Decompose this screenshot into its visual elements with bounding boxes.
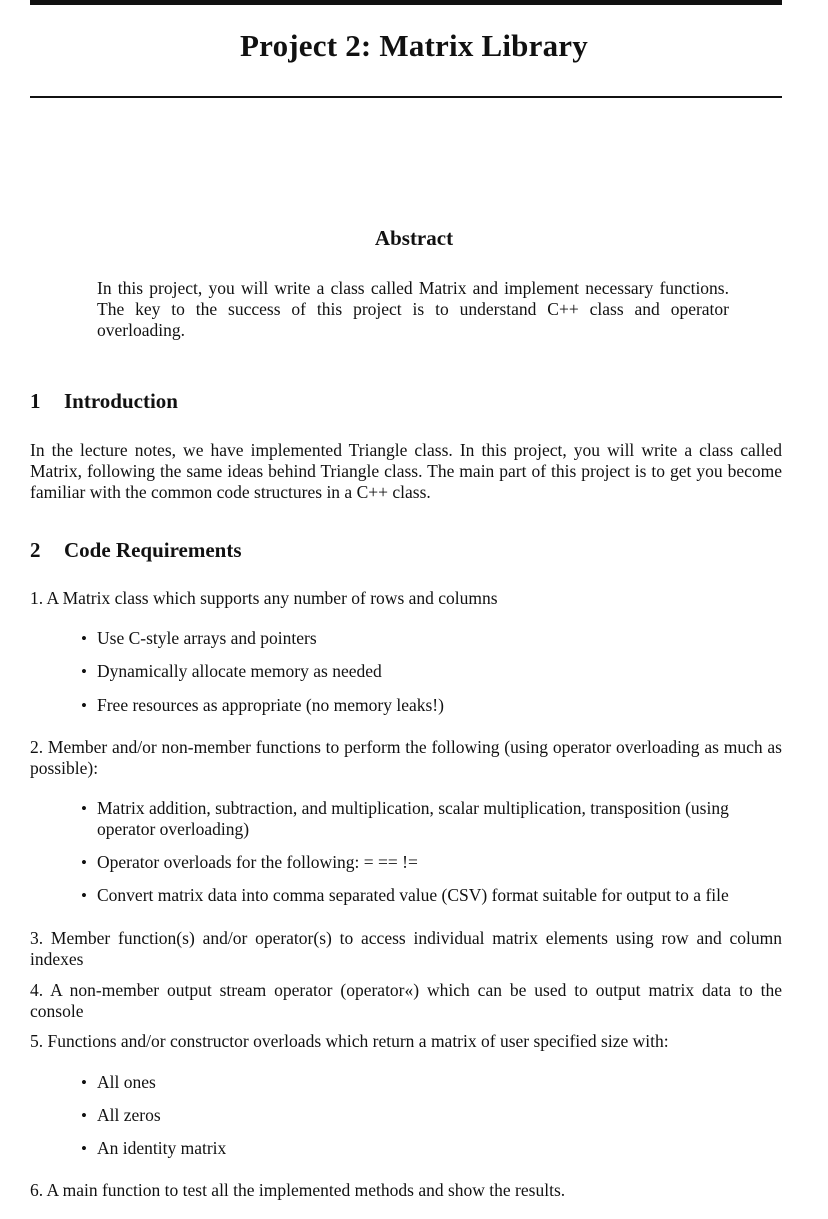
section-title: Introduction: [64, 389, 178, 413]
requirement-item-3: 3. Member function(s) and/or operator(s) to access individual matrix elements using row and column indexes: [30, 928, 782, 969]
page-title: Project 2: Matrix Library: [240, 28, 588, 63]
requirement-item-1: 1. A Matrix class which supports any number of rows and columns: [30, 588, 498, 608]
bullet-text: All ones: [97, 1072, 156, 1092]
bullet-icon: •: [81, 1139, 87, 1158]
bullet-text: Operator overloads for the following: = == !=: [97, 852, 418, 872]
bullet-item: [81, 628, 787, 649]
requirement-item-5: 5. Functions and/or constructor overloads which return a matrix of user specified size with:: [30, 1031, 669, 1051]
title-rule: [30, 96, 782, 98]
bullet-item: [81, 885, 787, 906]
introduction-text: In the lecture notes, we have implemented Triangle class. In this project, you will write a class called Matrix, following the same ideas behind Triangle class. The main part of this project is to get you become familiar with the common code structures in a C++ class.: [30, 440, 782, 502]
abstract-text: In this project, you will write a class called Matrix and implement necessary functions. The key to the success of this project is to understand C++ class and operator overloading.: [97, 278, 729, 340]
bullet-text: An identity matrix: [97, 1138, 227, 1158]
bullet-item: [81, 798, 787, 840]
bullet-item: [81, 1072, 787, 1093]
requirement-item-4: 4. A non-member output stream operator (operator«) which can be used to output matrix data to the console: [30, 980, 782, 1021]
top-rule: [30, 0, 782, 5]
bullet-icon: •: [81, 662, 87, 681]
bullet-item: [81, 695, 787, 716]
bullet-icon: •: [81, 853, 87, 872]
bullet-icon: •: [81, 799, 87, 818]
bullet-item: [81, 661, 787, 682]
bullet-text: All zeros: [97, 1105, 161, 1125]
section-heading-introduction: [30, 389, 178, 414]
bullet-icon: •: [81, 886, 87, 905]
bullet-icon: •: [81, 1106, 87, 1125]
bullet-icon: •: [81, 1073, 87, 1092]
bullet-text: Use C-style arrays and pointers: [97, 628, 317, 648]
section-title: Code Requirements: [64, 538, 242, 562]
bullet-item: [81, 1138, 787, 1159]
bullet-icon: •: [81, 629, 87, 648]
section-number: 2: [30, 538, 41, 562]
bullet-text: Matrix addition, subtraction, and multiplication, scalar multiplication, transposition (using operator overloading): [97, 798, 729, 839]
abstract-heading: Abstract: [374, 226, 454, 250]
bullet-text: Convert matrix data into comma separated value (CSV) format suitable for output to a file: [97, 885, 729, 905]
bullet-icon: •: [81, 696, 87, 715]
requirement-item-6: 6. A main function to test all the implemented methods and show the results.: [30, 1180, 566, 1200]
requirement-item-2: 2. Member and/or non-member functions to perform the following (using operator overloading as much as possible):: [30, 737, 782, 778]
bullet-item: [81, 1105, 787, 1126]
section-heading-code-requirements: [30, 538, 242, 563]
bullet-item: [81, 852, 787, 873]
bullet-text: Dynamically allocate memory as needed: [97, 661, 382, 681]
bullet-text: Free resources as appropriate (no memory leaks!): [97, 695, 444, 715]
section-number: 1: [30, 389, 41, 413]
